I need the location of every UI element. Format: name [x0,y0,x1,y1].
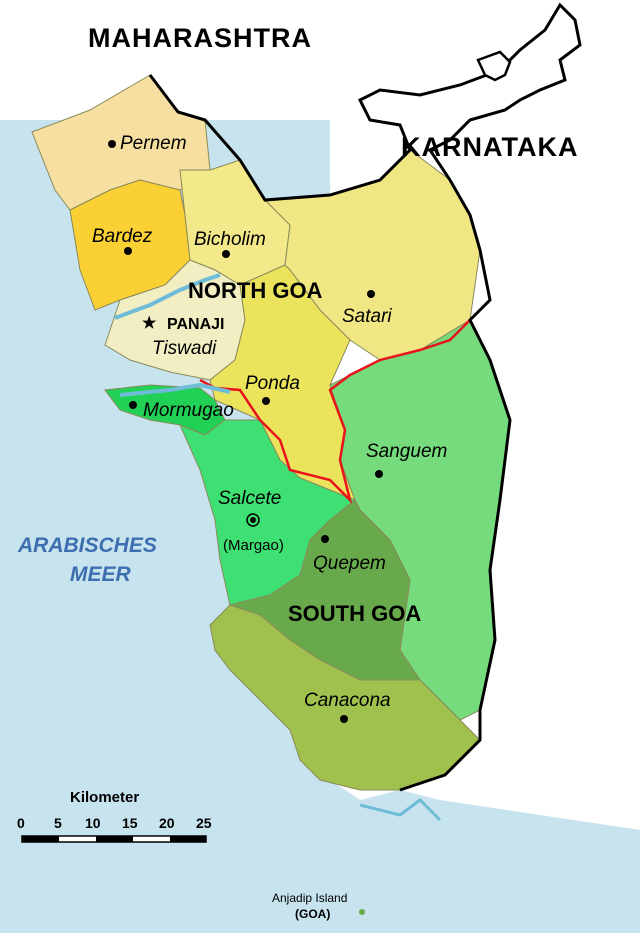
scale-tick-5: 5 [54,815,62,831]
scale-tick-0: 0 [17,815,25,831]
district-label-salcete: Salcete [218,488,282,509]
capital-star-icon: ★ [142,315,157,332]
scale-title: Kilometer [70,789,140,806]
scale-tick-20: 20 [159,815,175,831]
district-label-bicholim: Bicholim [194,229,266,250]
pernem-dot [108,140,116,148]
scale-bar-seg-5 [170,836,206,842]
district-label-tiswadi: Tiswadi [152,338,217,359]
bicholim-dot [222,250,230,258]
ponda-dot [262,397,270,405]
district-label-satari: Satari [342,306,392,327]
sanguem-dot [375,470,383,478]
satari-dot [367,290,375,298]
scale-tick-25: 25 [196,815,212,831]
district-label-pernem: Pernem [120,133,187,154]
region-label-south-goa: SOUTH GOA [288,601,422,626]
scale-tick-10: 10 [85,815,101,831]
scale-bar-seg-1 [22,836,59,842]
margao-label: (Margao) [223,537,284,554]
state-label-karnataka: KARNATAKA [401,132,579,162]
bardez-dot [124,247,132,255]
island-name-label: Anjadip Island [272,891,348,905]
island-tag-label: (GOA) [295,907,331,921]
sea-label-line1: ARABISCHES [18,534,157,557]
capital-label-panaji: PANAJI [167,316,225,333]
district-label-canacona: Canacona [304,690,391,711]
mormugao-dot [129,401,137,409]
anjadip-island-shape [359,909,365,915]
quepem-dot [321,535,329,543]
state-label-maharashtra: MAHARASHTRA [88,23,312,53]
scale-bar-seg-3 [96,836,133,842]
scale-tick-15: 15 [122,815,138,831]
district-label-ponda: Ponda [245,373,300,394]
district-label-quepem: Quepem [313,553,386,574]
region-label-north-goa: NORTH GOA [188,278,323,303]
district-label-bardez: Bardez [92,226,153,247]
margao-marker-dot [250,517,256,523]
sea-label-line2: MEER [70,563,131,586]
district-label-sanguem: Sanguem [366,441,448,462]
canacona-dot [340,715,348,723]
district-label-mormugao: Mormugao [143,400,234,421]
